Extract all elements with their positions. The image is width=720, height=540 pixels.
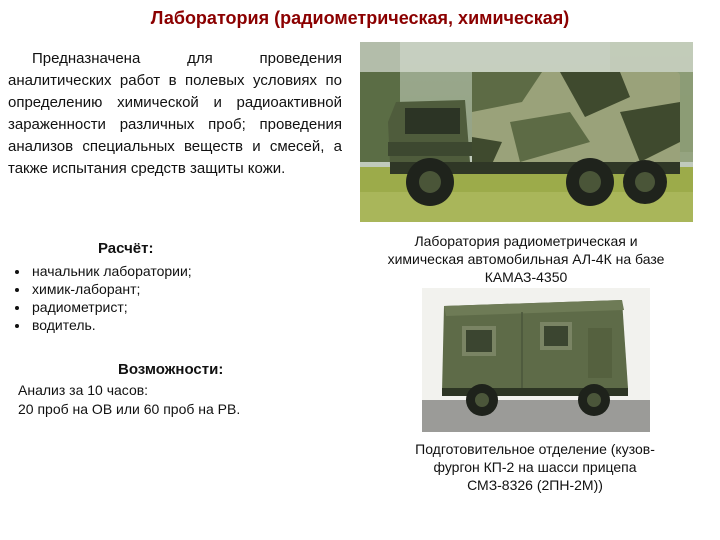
description-paragraph: Предназначена для проведения аналитических работ в полевых условиях по определению химической и радиоактивной зараженности различных проб; проведения анализов специальных веществ и смесей, а также испытания средств защиты кожи. — [8, 50, 342, 177]
crew-heading: Расчёт: — [98, 240, 154, 257]
capabilities-line: Анализ за 10 часов: — [18, 382, 149, 398]
list-item: • водитель. — [30, 316, 192, 334]
list-item: • химик-лаборант; — [30, 280, 192, 298]
page-title: Лаборатория (радиометрическая, химическая) — [150, 8, 570, 28]
trailer-photo — [422, 288, 650, 432]
capabilities-line: 20 проб на ОВ или 60 проб на РВ. — [18, 401, 241, 417]
list-item: • радиометрист; — [30, 298, 192, 316]
capabilities-heading: Возможности: — [118, 361, 224, 378]
truck-photo — [360, 42, 693, 222]
crew-list — [18, 262, 192, 334]
list-item: • начальник лаборатории; — [30, 262, 192, 280]
truck-caption: Лаборатория радиометрическая и химическая автомобильная АЛ-4К на базе КАМАЗ-4350 — [387, 233, 665, 285]
trailer-caption: Подготовительное отделение (кузов-фургон КП-2 на шасси прицепа СМЗ-8326 (2ПН-2М)) — [415, 441, 655, 493]
